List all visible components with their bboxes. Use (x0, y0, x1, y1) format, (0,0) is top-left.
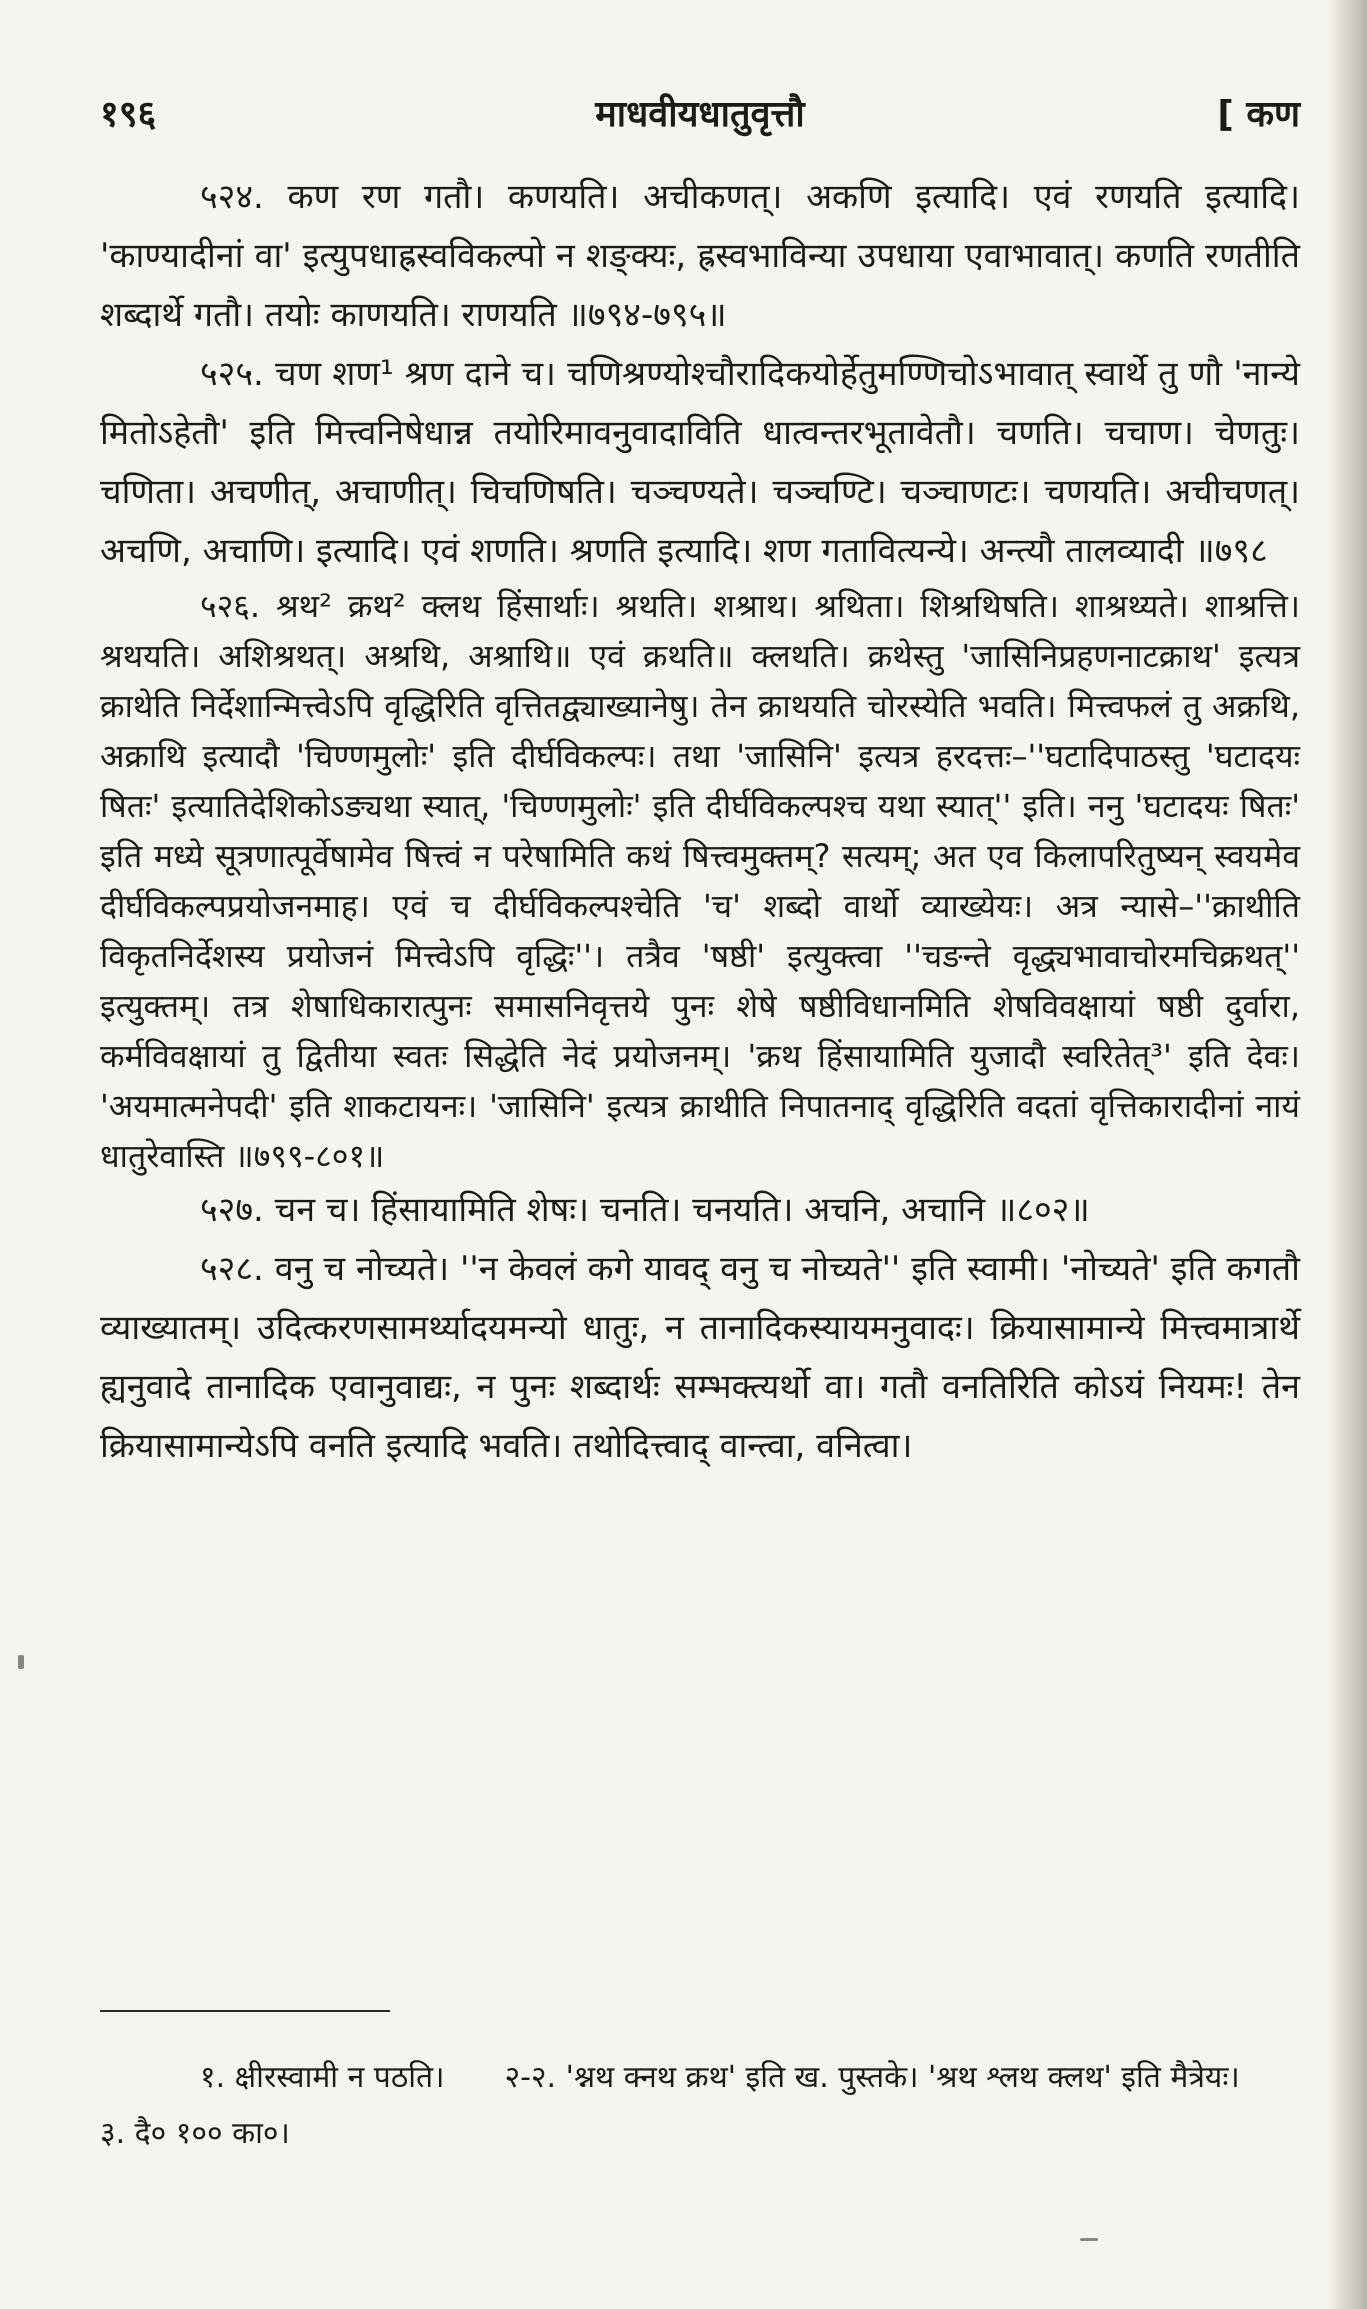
paragraph-526: ५२६. श्रथ² क्रथ² क्लथ हिंसार्थाः। श्रथति। शश्राथ। श्रथिता। शिश्रथिषति। शाश्रथ्यते। शाश्रत्ति। श्रथयति। अशिश्रथत्। अश्रथि, अश्राथि॥ एवं क्रथति॥ क्लथति। क्रथेस्तु 'जासिनिप्रहणनाटक्राथ' इत्यत्र क्राथेति निर्देशान्मित्त्वेऽपि वृद्धिरिति वृत्तितद्व्याख्यानेषु। तेन क्राथयति चोरस्येति भवति। मित्त्वफलं तु अक्रथि, अक्राथि इत्यादौ 'चिण्णमुलोः' इति दीर्घविकल्पः। तथा 'जासिनि' इत्यत्र हरदत्तः–''घटादिपाठस्तु 'घटादयः षितः' इत्यातिदेशिकोऽङ्यथा स्यात्, 'चिण्णमुलोः' इति दीर्घविकल्पश्च यथा स्यात्'' इति। ननु 'घटादयः षितः' इति मध्ये सूत्रणात्पूर्वेषामेव षित्त्वं न परेषामिति कथं षित्त्वमुक्तम्? सत्यम्; अत एव किलापरितुष्यन् स्वयमेव दीर्घविकल्पप्रयोजनमाह। एवं च दीर्घविकल्पश्चेति 'च' शब्दो वार्थो व्याख्येयः। अत्र न्यासे–''क्राथीति विकृतनिर्देशस्य प्रयोजनं मित्त्वेऽपि वृद्धिः''। तत्रैव 'षष्ठी' इत्युक्त्वा ''चङन्ते वृद्ध्यभावाचोरमचिक्रथत्'' इत्युक्तम्। तत्र शेषाधिकारात्पुनः समासनिवृत्तये पुनः शेषे षष्ठीविधानमिति शेषविवक्षायां षष्ठी दुर्वारा, कर्मविवक्षायां तु द्वितीया स्वतः सिद्धेति नेदं प्रयोजनम्। 'क्रथ हिंसायामिति युजादौ स्वरितेत्³' इति देवः। 'अयमात्मनेपदी' इति शाकटायनः। 'जासिनि' इत्यत्र क्राथीति निपातनाद् वृद्धिरिति वदतां वृत्तिकारादीनां नायं धातुरेवास्ति ॥७९९-८०१॥ (100, 587, 1300, 1175)
footnote-1: १. क्षीरस्वामी न पठति। (200, 2060, 445, 2095)
page-edge-shadow (1327, 0, 1367, 2309)
paragraph-524: ५२४. कण रण गतौ। कणयति। अचीकणत्। अकणि इत्यादि। एवं रणयति इत्यादि। 'काण्यादीनां वा' इत्युपधाह्रस्वविकल्पो न शङ्क्यः, ह्रस्वभाविन्या उपधाया एवाभावात्। कणति रणतीति शब्दार्थे गतौ। तयोः काणयति। राणयति ॥७९४-७९५॥ (100, 177, 1300, 335)
footnote-3: ३. दै० १०० का०। (100, 2116, 290, 2151)
footnote-2: २-२. 'श्नथ क्नथ क्रथ' इति ख. पुस्तके। 'श्रथ श्लथ क्लथ' इति मैत्रेयः। (504, 2060, 1240, 2095)
paragraph-527: ५२७. चन च। हिंसायामिति शेषः। चनति। चनयति। अचनि, अचानि ॥८०२॥ (200, 1190, 1090, 1230)
paragraph-528: ५२८. वनु च नोच्यते। ''न केवलं कगे यावद् वनु च नोच्यते'' इति स्वामी। 'नोच्यते' इति कगतौ व्याख्यातम्। उदित्करणसामर्थ्यादयमन्यो धातुः, न तानादिकस्यायमनुवादः। क्रियासामान्ये मित्त्वमात्रार्थे ह्यनुवादे तानादिक एवानुवाद्यः, न पुनः शब्दार्थः सम्भक्त्यर्थो वा। गतौ वनतिरिति कोऽयं नियमः! तेन क्रियासामान्येऽपि वनति इत्यादि भवति। तथोदित्त्वाद् वान्त्वा, वनित्वा। (100, 1249, 1300, 1466)
footnotes (100, 2050, 1300, 2162)
paragraph-525: ५२५. चण शण¹ श्रण दाने च। चणिश्रण्योश्चौरादिकयोर्हेतुमण्णिचोऽभावात् स्वार्थे तु णौ 'नान्ये मितोऽहेतौ' इति मित्त्वनिषेधान्न तयोरिमावनुवादाविति धात्वन्तरभूतावेतौ। चणति। चचाण। चेणतुः। चणिता। अचणीत्, अचाणीत्। चिचणिषति। चञ्चण्यते। चञ्चण्टि। चञ्चाणटः। चणयति। अचीचणत्। अचणि, अचाणि। इत्यादि। एवं शणति। श्रणति इत्यादि। शण गतावित्यन्ये। अन्त्यौ तालव्यादी ॥७९८ (100, 354, 1300, 571)
scan-speck (1080, 2238, 1098, 2241)
section-tag: [ कण (1217, 94, 1300, 135)
scan-speck (18, 1655, 24, 1669)
page-title: माधवीयधातुवृत्तौ (595, 94, 805, 135)
footnote-divider (100, 2010, 390, 2012)
main-text (100, 168, 1300, 1476)
running-header (100, 82, 1300, 142)
page-number: १९६ (100, 94, 157, 135)
